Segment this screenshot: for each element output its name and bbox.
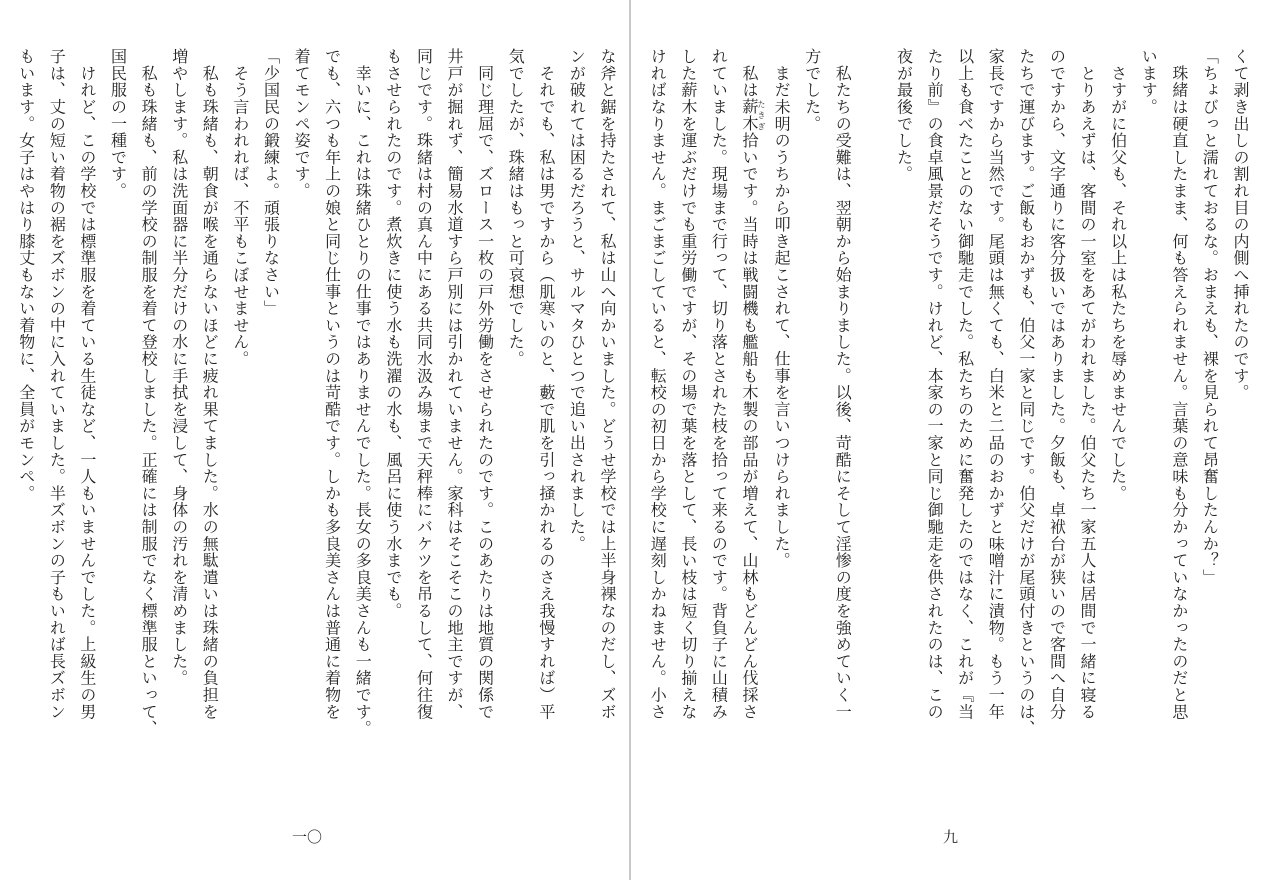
text-line: 幸いに、これは珠緒ひとりの仕事ではありませんでした。長女の多良美さんも一緒です。: [353, 48, 373, 737]
text-segment: 私は: [740, 48, 759, 99]
text-line: 国民服の一種です。: [108, 48, 128, 200]
text-line: います。: [1139, 48, 1159, 116]
text-line: とりあえずは、客間の一室をあてがわれました。伯父たち一家五人は居間で一緒に寝る: [1078, 48, 1098, 720]
text-line: 私も珠緒も、朝食が喉を通らないほどに疲れ果てました。水の無駄遣いは珠緒の負担を: [200, 48, 220, 720]
text-line: さすがに伯父も、それ以上は私たちを辱めませんでした。: [1108, 48, 1128, 502]
right-page-body: [642, 48, 1255, 748]
text-line: 「ちょびっと濡れておるな。おまえも、裸を見られて昂奮したんか？」: [1200, 48, 1220, 586]
text-line: 井戸が掘れず、簡易水道すら戸別には引かれていません。家科はそこそこの地主ですが、: [445, 48, 465, 720]
text-line: でも、六つも年上の娘と同じ仕事というのは苛酷です。しかも多良美さんは普通に着物を: [322, 48, 342, 720]
text-line: のですから、文字通りに客分扱いではありました。夕飯も、卓袱台が狭いので客間へ自分: [1047, 48, 1067, 720]
page-number: 一〇: [292, 828, 323, 846]
ruby-annotation: [740, 98, 766, 133]
text-line: 夜が最後でした。: [894, 48, 914, 183]
text-line: くて剥き出しの割れ目の内側へ挿れたのです。: [1231, 48, 1250, 401]
text-line: まだ未明のうちから叩き起こされて、仕事を言いつけられました。: [772, 48, 792, 569]
text-line: 子は、丈の短い着物の裾をズボンの中に入れていました。半ズボンの子もいれば長ズボン: [47, 48, 67, 720]
text-line: 珠緒は硬直したまま、何も答えられません。言葉の意味も分かっていなかったのだと思: [1169, 48, 1189, 720]
text-line: した薪木を運ぶだけでも重労働ですが、その場で葉を落として、長い枝は短く切り揃えな: [678, 48, 698, 720]
ruby-reading: たきぎ: [757, 98, 766, 132]
text-line: ければなりません。まごまごしていると、転校の初日から学校に遅刻しかねません。小さ: [648, 48, 668, 720]
text-line: 同じ理屈で、ズロース一枚の戸外労働をさせられたのです。このあたりは地質の関係で: [475, 48, 495, 720]
text-line: 同じです。珠緒は村の真ん中にある共同水汲み場まで天秤棒にバケツを吊るして、何往復: [414, 48, 434, 720]
text-segment: 拾いです。当時は戦闘機も艦船も木製の部品が増えて、山林もどんどん伐採さ: [740, 132, 759, 721]
text-line-with-ruby: [733, 48, 765, 748]
text-line: 気でしたが、珠緒はもっと可哀想でした。: [506, 48, 526, 368]
blank-line: [857, 48, 888, 748]
text-line: な斧と鋸を持たされて、私は山へ向かいました。どうせ学校では上半身裸なのだし、ズボ: [598, 48, 617, 720]
text-line: 私たちの受難は、翌朝から始まりました。以後、苛酷にそして淫惨の度を強めていく一: [833, 48, 853, 720]
text-line: そう言われれば、不平もこぼせません。: [230, 48, 250, 368]
left-page: [0, 0, 629, 880]
text-line: たり前』の食卓風景だそうです。けれど、本家の一家と同じ御馳走を供されたのは、この: [925, 48, 945, 720]
text-line: けれど、この学校では標準服を着ている生徒など、一人もいませんでした。上級生の男: [77, 48, 97, 720]
text-line: 「少国民の鍛練よ。頑張りなさい」: [261, 48, 281, 317]
text-line: もさせられたのです。煮炊きに使う水も洗濯の水も、風呂に使う水までも。: [383, 48, 403, 620]
text-line: 増やします。私は洗面器に半分だけの水に手拭を浸して、身体の汚れを清めました。: [169, 48, 189, 687]
text-line: ンが破れては困るだろうと、サルマタひとつで追い出されました。: [567, 48, 587, 552]
ruby-base: 薪木: [740, 98, 759, 133]
text-line: たちで運びます。ご飯もおかずも、伯父一家と同じです。伯父だけが尾頭付きというのは、: [1016, 48, 1036, 737]
text-line: 着てモンペ姿です。: [292, 48, 312, 200]
text-line: 私も珠緒も、前の学校の制服を着て登校しました。正確には制服でなく標準服といって、: [139, 48, 159, 737]
text-line: 家長ですから当然です。尾頭は無くても、白米と二品のおかずと味噌汁に漬物。もう一年: [986, 48, 1006, 720]
text-line: れていました。現場まで行って、切り落とされた枝を拾って来るのです。背負子に山積み: [709, 48, 729, 720]
text-line: 以上も食べたことのない御馳走でした。私たちのために奮発したのではなく、これが『当: [955, 48, 975, 720]
page-number: 九: [943, 828, 959, 846]
text-line: 方でした。: [802, 48, 822, 132]
right-page: [630, 0, 1268, 880]
text-line: それでも、私は男ですから（肌寒いのと、藪で肌を引っ掻かれるのさえ我慢すれば）平: [536, 48, 556, 720]
left-page-body: [10, 48, 622, 748]
text-line: もいます。女子はやはり膝丈もない着物に、全員がモンペ。: [16, 48, 36, 502]
